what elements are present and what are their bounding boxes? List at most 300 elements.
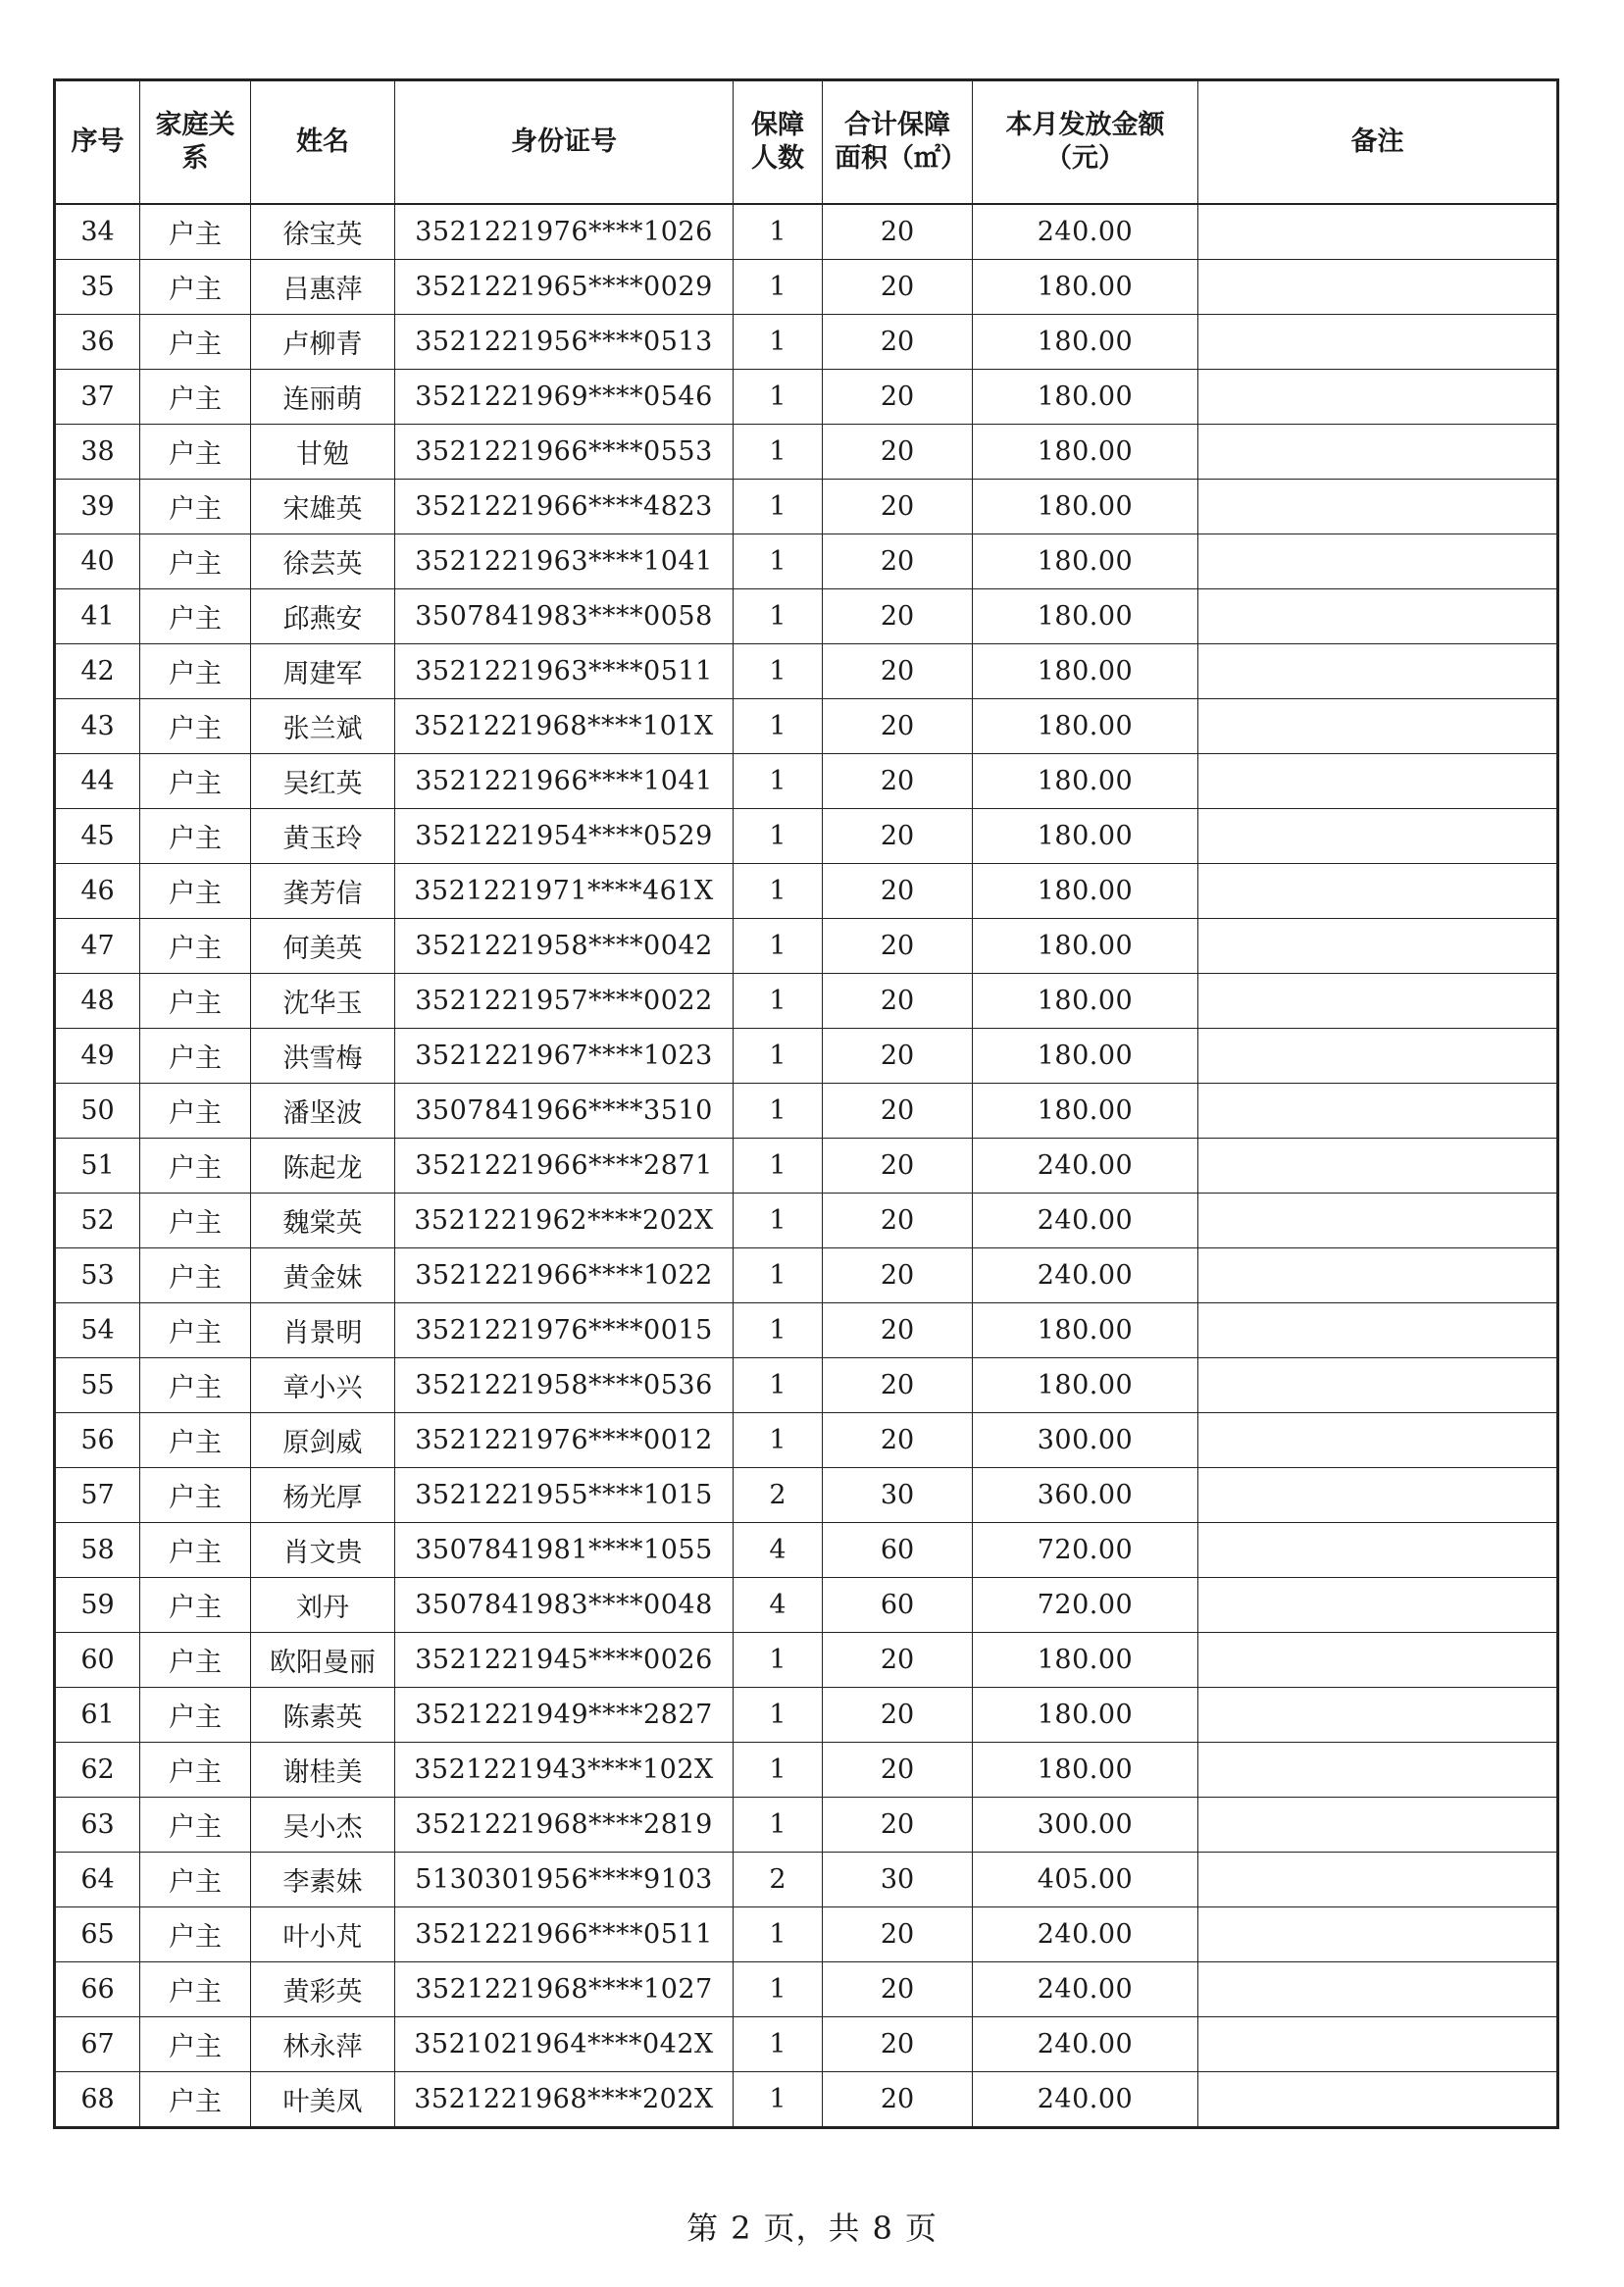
cell-persons: 1 <box>734 2017 823 2072</box>
cell-remark <box>1198 370 1558 425</box>
cell-relation: 户主 <box>140 534 251 589</box>
table-row <box>55 644 1558 699</box>
cell-seq: 40 <box>55 534 140 589</box>
cell-remark <box>1198 1248 1558 1303</box>
cell-persons: 1 <box>734 1633 823 1688</box>
cell-id: 3521221967****1023 <box>395 1029 734 1084</box>
cell-area: 20 <box>823 1962 973 2017</box>
cell-relation: 户主 <box>140 1633 251 1688</box>
footer-middle: 页，共 <box>763 2210 861 2247</box>
table-row <box>55 425 1558 480</box>
cell-relation: 户主 <box>140 1907 251 1962</box>
cell-relation: 户主 <box>140 1413 251 1468</box>
cell-remark <box>1198 315 1558 370</box>
cell-relation: 户主 <box>140 1688 251 1743</box>
cell-id: 3521221968****1027 <box>395 1962 734 2017</box>
cell-persons: 1 <box>734 425 823 480</box>
cell-remark <box>1198 1798 1558 1853</box>
cell-seq: 63 <box>55 1798 140 1853</box>
cell-name: 肖文贵 <box>251 1523 395 1578</box>
table-row <box>55 370 1558 425</box>
footer-prefix: 第 <box>686 2210 720 2247</box>
cell-name: 洪雪梅 <box>251 1029 395 1084</box>
cell-amount: 300.00 <box>973 1413 1198 1468</box>
cell-amount: 180.00 <box>973 480 1198 534</box>
footer-suffix: 页 <box>904 2210 938 2247</box>
cell-id: 3521221956****0513 <box>395 315 734 370</box>
cell-seq: 66 <box>55 1962 140 2017</box>
cell-name: 李素妹 <box>251 1853 395 1907</box>
cell-seq: 50 <box>55 1084 140 1139</box>
cell-seq: 64 <box>55 1853 140 1907</box>
cell-remark <box>1198 1578 1558 1633</box>
cell-seq: 43 <box>55 699 140 754</box>
cell-remark <box>1198 1907 1558 1962</box>
cell-persons: 1 <box>734 1962 823 2017</box>
cell-remark <box>1198 1194 1558 1248</box>
header-area: 合计保障面积（㎡） <box>823 80 973 205</box>
cell-seq: 55 <box>55 1358 140 1413</box>
cell-relation: 户主 <box>140 754 251 809</box>
cell-amount: 720.00 <box>973 1523 1198 1578</box>
cell-area: 20 <box>823 974 973 1029</box>
cell-id: 5130301956****9103 <box>395 1853 734 1907</box>
cell-persons: 1 <box>734 754 823 809</box>
cell-name: 连丽萌 <box>251 370 395 425</box>
cell-area: 20 <box>823 1029 973 1084</box>
cell-amount: 240.00 <box>973 204 1198 260</box>
header-seq: 序号 <box>55 80 140 205</box>
table-row <box>55 1743 1558 1798</box>
cell-area: 20 <box>823 1907 973 1962</box>
cell-persons: 1 <box>734 699 823 754</box>
cell-area: 20 <box>823 754 973 809</box>
cell-name: 陈素英 <box>251 1688 395 1743</box>
table-row <box>55 1798 1558 1853</box>
cell-persons: 2 <box>734 1468 823 1523</box>
cell-id: 3521221955****1015 <box>395 1468 734 1523</box>
cell-amount: 240.00 <box>973 1248 1198 1303</box>
cell-name: 宋雄英 <box>251 480 395 534</box>
cell-id: 3521221954****0529 <box>395 809 734 864</box>
cell-amount: 180.00 <box>973 425 1198 480</box>
cell-remark <box>1198 1084 1558 1139</box>
cell-persons: 1 <box>734 1688 823 1743</box>
table-row <box>55 1194 1558 1248</box>
table-row <box>55 1578 1558 1633</box>
cell-remark <box>1198 1358 1558 1413</box>
cell-amount: 240.00 <box>973 1194 1198 1248</box>
cell-amount: 180.00 <box>973 534 1198 589</box>
cell-area: 20 <box>823 1358 973 1413</box>
cell-id: 3521221966****1022 <box>395 1248 734 1303</box>
cell-relation: 户主 <box>140 2017 251 2072</box>
cell-amount: 180.00 <box>973 315 1198 370</box>
cell-amount: 180.00 <box>973 864 1198 919</box>
table-row <box>55 589 1558 644</box>
cell-seq: 48 <box>55 974 140 1029</box>
cell-id: 3521221965****0029 <box>395 260 734 315</box>
cell-area: 20 <box>823 480 973 534</box>
table-row <box>55 1468 1558 1523</box>
cell-seq: 47 <box>55 919 140 974</box>
cell-remark <box>1198 534 1558 589</box>
cell-area: 30 <box>823 1468 973 1523</box>
cell-persons: 1 <box>734 644 823 699</box>
header-persons: 保障人数 <box>734 80 823 205</box>
cell-name: 肖景明 <box>251 1303 395 1358</box>
cell-id: 3521221968****2819 <box>395 1798 734 1853</box>
cell-id: 3521221966****4823 <box>395 480 734 534</box>
cell-relation: 户主 <box>140 589 251 644</box>
cell-remark <box>1198 754 1558 809</box>
cell-area: 20 <box>823 644 973 699</box>
cell-relation: 户主 <box>140 480 251 534</box>
cell-relation: 户主 <box>140 1194 251 1248</box>
cell-relation: 户主 <box>140 1029 251 1084</box>
cell-area: 20 <box>823 1633 973 1688</box>
cell-remark <box>1198 1743 1558 1798</box>
cell-relation: 户主 <box>140 425 251 480</box>
header-relation: 家庭关系 <box>140 80 251 205</box>
cell-remark <box>1198 1633 1558 1688</box>
cell-persons: 1 <box>734 809 823 864</box>
cell-persons: 1 <box>734 1743 823 1798</box>
cell-remark <box>1198 204 1558 260</box>
cell-id: 3521221969****0546 <box>395 370 734 425</box>
cell-name: 吕惠萍 <box>251 260 395 315</box>
cell-name: 邱燕安 <box>251 589 395 644</box>
cell-relation: 户主 <box>140 1523 251 1578</box>
cell-name: 张兰斌 <box>251 699 395 754</box>
cell-seq: 41 <box>55 589 140 644</box>
cell-id: 3521221966****0553 <box>395 425 734 480</box>
cell-amount: 180.00 <box>973 809 1198 864</box>
cell-seq: 60 <box>55 1633 140 1688</box>
cell-area: 20 <box>823 589 973 644</box>
cell-amount: 300.00 <box>973 1798 1198 1853</box>
cell-remark <box>1198 864 1558 919</box>
footer-total-pages: 8 <box>872 2210 893 2247</box>
cell-id: 3507841966****3510 <box>395 1084 734 1139</box>
cell-name: 章小兴 <box>251 1358 395 1413</box>
header-name: 姓名 <box>251 80 395 205</box>
cell-amount: 240.00 <box>973 1907 1198 1962</box>
table-row <box>55 1962 1558 2017</box>
cell-seq: 38 <box>55 425 140 480</box>
table-body <box>55 204 1558 2128</box>
cell-name: 陈起龙 <box>251 1139 395 1194</box>
cell-remark <box>1198 2017 1558 2072</box>
cell-amount: 405.00 <box>973 1853 1198 1907</box>
cell-seq: 34 <box>55 204 140 260</box>
cell-name: 龚芳信 <box>251 864 395 919</box>
cell-amount: 180.00 <box>973 1688 1198 1743</box>
cell-persons: 1 <box>734 260 823 315</box>
table-row <box>55 809 1558 864</box>
cell-name: 黄玉玲 <box>251 809 395 864</box>
cell-remark <box>1198 1303 1558 1358</box>
cell-amount: 180.00 <box>973 1029 1198 1084</box>
cell-remark <box>1198 589 1558 644</box>
cell-relation: 户主 <box>140 1962 251 2017</box>
cell-relation: 户主 <box>140 1358 251 1413</box>
cell-id: 3521221976****0012 <box>395 1413 734 1468</box>
cell-relation: 户主 <box>140 1084 251 1139</box>
cell-remark <box>1198 1413 1558 1468</box>
cell-remark <box>1198 809 1558 864</box>
table-row <box>55 204 1558 260</box>
cell-amount: 240.00 <box>973 1962 1198 2017</box>
cell-area: 20 <box>823 1743 973 1798</box>
cell-name: 徐宝英 <box>251 204 395 260</box>
cell-area: 20 <box>823 1413 973 1468</box>
cell-area: 20 <box>823 2017 973 2072</box>
cell-id: 3507841983****0048 <box>395 1578 734 1633</box>
cell-amount: 180.00 <box>973 919 1198 974</box>
cell-amount: 180.00 <box>973 1084 1198 1139</box>
cell-amount: 360.00 <box>973 1468 1198 1523</box>
cell-amount: 180.00 <box>973 699 1198 754</box>
table-row <box>55 1853 1558 1907</box>
table-header <box>55 80 1558 205</box>
cell-seq: 59 <box>55 1578 140 1633</box>
cell-area: 20 <box>823 2072 973 2128</box>
cell-name: 欧阳曼丽 <box>251 1633 395 1688</box>
header-amount: 本月发放金额（元） <box>973 80 1198 205</box>
table-row <box>55 1084 1558 1139</box>
cell-name: 周建军 <box>251 644 395 699</box>
cell-remark <box>1198 1688 1558 1743</box>
cell-remark <box>1198 2072 1558 2128</box>
cell-relation: 户主 <box>140 1468 251 1523</box>
table-row <box>55 1413 1558 1468</box>
cell-seq: 37 <box>55 370 140 425</box>
cell-id: 3521021964****042X <box>395 2017 734 2072</box>
cell-name: 叶美凤 <box>251 2072 395 2128</box>
table-row <box>55 974 1558 1029</box>
cell-name: 沈华玉 <box>251 974 395 1029</box>
table-row <box>55 699 1558 754</box>
table-row <box>55 260 1558 315</box>
table-row <box>55 1358 1558 1413</box>
cell-relation: 户主 <box>140 1743 251 1798</box>
cell-area: 60 <box>823 1578 973 1633</box>
table-row <box>55 1303 1558 1358</box>
table-row <box>55 754 1558 809</box>
cell-remark <box>1198 1139 1558 1194</box>
cell-seq: 35 <box>55 260 140 315</box>
table-row <box>55 1029 1558 1084</box>
cell-seq: 65 <box>55 1907 140 1962</box>
cell-persons: 1 <box>734 1139 823 1194</box>
cell-id: 3521221962****202X <box>395 1194 734 1248</box>
cell-area: 20 <box>823 1139 973 1194</box>
cell-relation: 户主 <box>140 919 251 974</box>
cell-remark <box>1198 425 1558 480</box>
cell-persons: 1 <box>734 589 823 644</box>
cell-seq: 67 <box>55 2017 140 2072</box>
cell-seq: 53 <box>55 1248 140 1303</box>
cell-id: 3521221968****202X <box>395 2072 734 2128</box>
table-row <box>55 480 1558 534</box>
cell-name: 谢桂美 <box>251 1743 395 1798</box>
cell-relation: 户主 <box>140 315 251 370</box>
cell-persons: 1 <box>734 1248 823 1303</box>
table-row <box>55 2017 1558 2072</box>
allowance-table <box>53 78 1559 2129</box>
cell-persons: 1 <box>734 2072 823 2128</box>
cell-area: 20 <box>823 1084 973 1139</box>
table-row <box>55 534 1558 589</box>
cell-area: 20 <box>823 1303 973 1358</box>
cell-remark <box>1198 480 1558 534</box>
cell-id: 3521221949****2827 <box>395 1688 734 1743</box>
cell-relation: 户主 <box>140 1303 251 1358</box>
table-row <box>55 2072 1558 2128</box>
cell-area: 20 <box>823 1248 973 1303</box>
table-row <box>55 1139 1558 1194</box>
cell-persons: 1 <box>734 1358 823 1413</box>
cell-relation: 户主 <box>140 1798 251 1853</box>
table-row <box>55 1633 1558 1688</box>
cell-relation: 户主 <box>140 809 251 864</box>
cell-name: 徐芸英 <box>251 534 395 589</box>
cell-remark <box>1198 1468 1558 1523</box>
footer-current-page: 2 <box>731 2210 752 2247</box>
cell-persons: 1 <box>734 1029 823 1084</box>
cell-relation: 户主 <box>140 260 251 315</box>
cell-persons: 1 <box>734 1798 823 1853</box>
cell-relation: 户主 <box>140 1578 251 1633</box>
cell-area: 60 <box>823 1523 973 1578</box>
cell-remark <box>1198 260 1558 315</box>
cell-persons: 1 <box>734 370 823 425</box>
cell-id: 3521221958****0042 <box>395 919 734 974</box>
cell-seq: 51 <box>55 1139 140 1194</box>
cell-name: 刘丹 <box>251 1578 395 1633</box>
cell-relation: 户主 <box>140 1139 251 1194</box>
cell-id: 3521221957****0022 <box>395 974 734 1029</box>
cell-persons: 1 <box>734 1303 823 1358</box>
cell-persons: 1 <box>734 315 823 370</box>
cell-relation: 户主 <box>140 644 251 699</box>
cell-relation: 户主 <box>140 2072 251 2128</box>
cell-seq: 68 <box>55 2072 140 2128</box>
cell-relation: 户主 <box>140 864 251 919</box>
table-row <box>55 864 1558 919</box>
table-row <box>55 1907 1558 1962</box>
cell-persons: 1 <box>734 919 823 974</box>
cell-remark <box>1198 699 1558 754</box>
cell-id: 3521221971****461X <box>395 864 734 919</box>
cell-id: 3521221963****1041 <box>395 534 734 589</box>
cell-seq: 52 <box>55 1194 140 1248</box>
cell-seq: 44 <box>55 754 140 809</box>
table-row <box>55 919 1558 974</box>
cell-amount: 180.00 <box>973 754 1198 809</box>
cell-seq: 56 <box>55 1413 140 1468</box>
cell-area: 20 <box>823 260 973 315</box>
cell-amount: 240.00 <box>973 1139 1198 1194</box>
cell-name: 何美英 <box>251 919 395 974</box>
cell-id: 3521221976****0015 <box>395 1303 734 1358</box>
cell-persons: 1 <box>734 534 823 589</box>
cell-name: 杨光厚 <box>251 1468 395 1523</box>
cell-id: 3521221963****0511 <box>395 644 734 699</box>
cell-id: 3521221966****1041 <box>395 754 734 809</box>
header-remark: 备注 <box>1198 80 1558 205</box>
cell-name: 卢柳青 <box>251 315 395 370</box>
cell-persons: 1 <box>734 1907 823 1962</box>
cell-persons: 1 <box>734 1413 823 1468</box>
cell-name: 林永萍 <box>251 2017 395 2072</box>
cell-id: 3521221966****2871 <box>395 1139 734 1194</box>
cell-name: 黄金妹 <box>251 1248 395 1303</box>
cell-seq: 46 <box>55 864 140 919</box>
cell-seq: 45 <box>55 809 140 864</box>
cell-seq: 54 <box>55 1303 140 1358</box>
cell-persons: 4 <box>734 1523 823 1578</box>
cell-persons: 1 <box>734 864 823 919</box>
cell-name: 黄彩英 <box>251 1962 395 2017</box>
cell-area: 20 <box>823 699 973 754</box>
cell-area: 20 <box>823 425 973 480</box>
cell-name: 吴小杰 <box>251 1798 395 1853</box>
cell-remark <box>1198 919 1558 974</box>
cell-relation: 户主 <box>140 699 251 754</box>
cell-name: 叶小芃 <box>251 1907 395 1962</box>
cell-area: 20 <box>823 534 973 589</box>
cell-persons: 1 <box>734 480 823 534</box>
cell-remark <box>1198 1029 1558 1084</box>
cell-seq: 39 <box>55 480 140 534</box>
header-row <box>55 80 1558 205</box>
cell-area: 20 <box>823 1798 973 1853</box>
cell-seq: 49 <box>55 1029 140 1084</box>
cell-relation: 户主 <box>140 204 251 260</box>
cell-amount: 180.00 <box>973 1633 1198 1688</box>
cell-amount: 180.00 <box>973 1303 1198 1358</box>
cell-seq: 62 <box>55 1743 140 1798</box>
cell-persons: 1 <box>734 974 823 1029</box>
cell-amount: 180.00 <box>973 589 1198 644</box>
cell-name: 吴红英 <box>251 754 395 809</box>
cell-persons: 1 <box>734 1084 823 1139</box>
cell-area: 20 <box>823 315 973 370</box>
cell-id: 3521221945****0026 <box>395 1633 734 1688</box>
cell-id: 3521221966****0511 <box>395 1907 734 1962</box>
cell-persons: 1 <box>734 1194 823 1248</box>
cell-area: 20 <box>823 204 973 260</box>
cell-id: 3521221976****1026 <box>395 204 734 260</box>
cell-remark <box>1198 974 1558 1029</box>
cell-relation: 户主 <box>140 974 251 1029</box>
cell-name: 原剑威 <box>251 1413 395 1468</box>
cell-name: 潘坚波 <box>251 1084 395 1139</box>
cell-amount: 180.00 <box>973 370 1198 425</box>
cell-name: 甘勉 <box>251 425 395 480</box>
cell-persons: 4 <box>734 1578 823 1633</box>
cell-remark <box>1198 1853 1558 1907</box>
cell-amount: 180.00 <box>973 974 1198 1029</box>
cell-remark <box>1198 644 1558 699</box>
cell-seq: 36 <box>55 315 140 370</box>
cell-persons: 1 <box>734 204 823 260</box>
cell-amount: 720.00 <box>973 1578 1198 1633</box>
page-footer <box>0 2204 1624 2249</box>
cell-amount: 180.00 <box>973 644 1198 699</box>
